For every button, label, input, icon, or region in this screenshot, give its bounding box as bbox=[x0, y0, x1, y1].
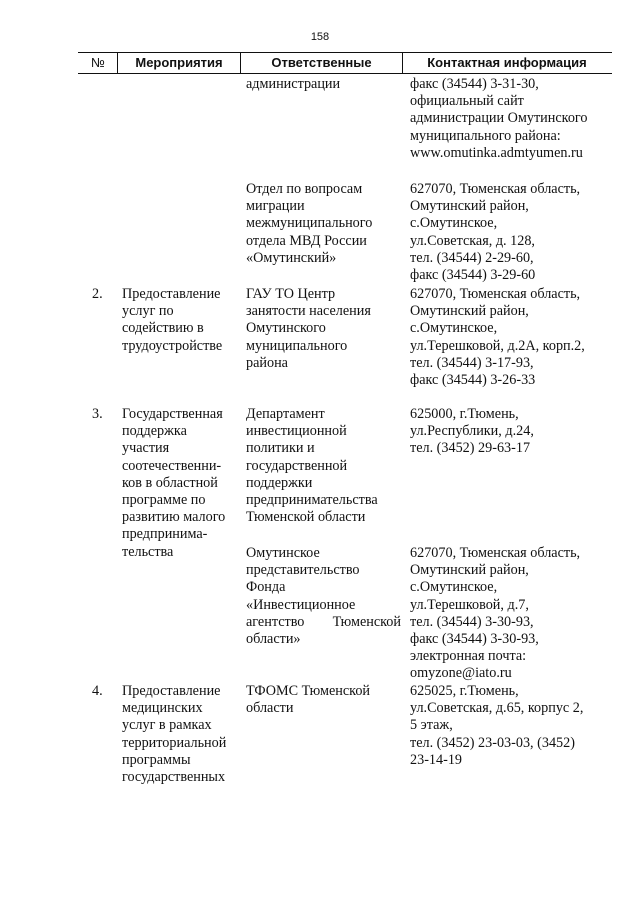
row-responsible: Отдел по вопросам миграции межмуниципального отдела МВД России «Омутинский» bbox=[246, 181, 373, 266]
responsible-line: агентство Тюменской bbox=[246, 613, 401, 630]
table-header-bottom-rule bbox=[78, 73, 612, 74]
row-responsible: ТФОМС Тюменской области bbox=[246, 683, 371, 717]
row-contact: факс (34544) 3-31-30, официальный сайт администрации Омутинского муниципального района: www.omutinka.admtyumen.ru bbox=[410, 76, 588, 161]
responsible-line: представительство bbox=[246, 562, 360, 579]
row-responsible: Департамент инвестиционной политики и государственной поддержки предпринимательства Тюменской области bbox=[246, 406, 378, 526]
row-contact: 627070, Тюменская область, Омутинский район, с.Омутинское, ул.Терешковой, д.7, тел. (34544) 3-30-93, факс (34544) 3-30-93, электронная почта: omyzone@iato.ru bbox=[410, 545, 581, 682]
header-contacts: Контактная информация bbox=[427, 55, 587, 70]
responsible-line: Омутинское bbox=[246, 545, 320, 561]
responsible-line: Фонда bbox=[246, 579, 286, 596]
row-responsible: администрации bbox=[246, 76, 341, 92]
page-number: 158 bbox=[310, 31, 330, 43]
row-responsible-fund bbox=[246, 545, 401, 648]
row-event: Предоставление медицинских услуг в рамках территориальной программы государственных bbox=[122, 683, 227, 786]
row-event: Предоставление услуг по содействию в трудоустройстве bbox=[122, 286, 223, 354]
row-number: 3. bbox=[92, 406, 103, 422]
row-responsible: ГАУ ТО Центр занятости населения Омутинского муниципального района bbox=[246, 286, 371, 371]
header-events: Мероприятия bbox=[135, 55, 223, 70]
header-responsible: Ответственные bbox=[271, 55, 372, 70]
responsible-line: области» bbox=[246, 631, 301, 648]
row-contact: 627070, Тюменская область, Омутинский район, с.Омутинское, ул.Терешковой, д.2А, корп.2, тел. (34544) 3-17-93, факс (34544) 3-26-33 bbox=[410, 286, 585, 389]
responsible-line: «Инвестиционное bbox=[246, 596, 356, 613]
row-contact: 625025, г.Тюмень, ул.Советская, д.65, корпус 2, 5 этаж, тел. (3452) 23-03-03, (3452) 23-14-19 bbox=[410, 683, 584, 768]
row-number: 2. bbox=[92, 286, 103, 302]
row-number: 4. bbox=[92, 683, 103, 699]
header-number: № bbox=[91, 55, 105, 70]
row-contact: 625000, г.Тюмень, ул.Республики, д.24, тел. (3452) 29-63-17 bbox=[410, 406, 534, 457]
row-event: Государственная поддержка участия соотечественни- ков в областной программе по развитию малого предпринима- тельства bbox=[122, 406, 226, 560]
row-contact: 627070, Тюменская область, Омутинский район, с.Омутинское, ул.Советская, д. 128, тел. (34544) 2-29-60, факс (34544) 3-29-60 bbox=[410, 181, 581, 284]
